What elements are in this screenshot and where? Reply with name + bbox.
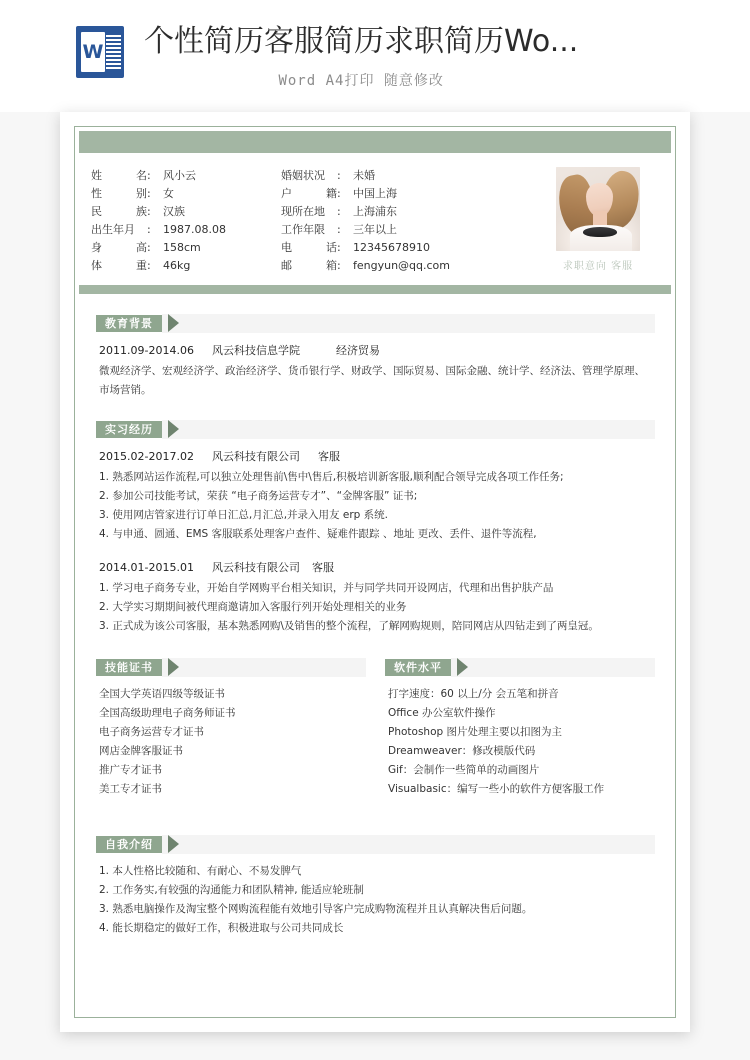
section-tag-arrow-icon xyxy=(168,835,179,853)
internship-date: 2015.02-2017.02 xyxy=(99,450,194,463)
info-colon: : xyxy=(147,169,151,182)
info-value: 上海浦东 xyxy=(353,205,397,218)
info-colon: : xyxy=(147,259,151,272)
info-value: 46kg xyxy=(163,259,191,272)
section-self-intro xyxy=(75,835,675,938)
certificate-item: 全国高级助理电子商务师证书 xyxy=(99,707,236,719)
info-value: 12345678910 xyxy=(353,241,430,254)
section-tag-label: 技能证书 xyxy=(105,661,153,674)
info-row xyxy=(281,167,491,185)
section-header-certificates xyxy=(95,658,366,677)
info-row xyxy=(281,203,491,221)
internship-item: 3. 正式成为该公司客服，基本熟悉网购\及销售的整个流程，了解网购规则，陪同网店从四钻走到了两皇冠。 xyxy=(99,620,599,632)
internship-role: 客服 xyxy=(311,561,334,574)
info-value: 汉族 xyxy=(163,205,185,218)
certificate-item: 推广专才证书 xyxy=(99,764,162,776)
info-label: 民族 xyxy=(91,205,147,218)
section-body-certificates xyxy=(95,677,366,799)
info-value: 女 xyxy=(163,187,174,200)
resume-page-wrap xyxy=(0,112,750,1032)
education-date: 2011.09-2014.06 xyxy=(99,344,194,357)
info-row xyxy=(91,221,281,239)
info-column-right xyxy=(281,167,491,275)
info-value: 未婚 xyxy=(353,169,375,182)
internship-item: 2. 参加公司技能考试，荣获 “电子商务运营专才”、“金牌客服” 证书; xyxy=(99,490,418,502)
section-header-software xyxy=(384,658,655,677)
info-label: 体重 xyxy=(91,259,147,272)
info-colon: : xyxy=(147,205,151,218)
word-icon-lines xyxy=(106,35,121,70)
photo-box xyxy=(543,167,653,275)
internship-item: 1. 熟悉网站运作流程,可以独立处理售前\售中\售后,积极培训新客服,顺利配合领导完成各项工作任务; xyxy=(99,471,564,483)
education-major: 经济贸易 xyxy=(335,344,380,357)
avatar xyxy=(556,167,640,251)
section-body-software xyxy=(384,677,655,799)
section-tag xyxy=(384,658,451,677)
section-certificates xyxy=(95,658,366,799)
info-row xyxy=(91,239,281,257)
certificate-item: 美工专才证书 xyxy=(99,783,162,795)
info-row xyxy=(281,185,491,203)
software-item: Visualbasic：编写一些小的软件方便客服工作 xyxy=(388,783,605,795)
header-inner xyxy=(0,22,578,90)
personal-info-block xyxy=(75,131,675,294)
info-value: 风小云 xyxy=(163,169,196,182)
info-body xyxy=(75,153,675,279)
info-value: 158cm xyxy=(163,241,201,254)
self-intro-item: 4. 能长期稳定的做好工作，积极进取与公司共同成长 xyxy=(99,922,344,934)
certificate-item: 全国大学英语四级等级证书 xyxy=(99,688,225,700)
info-value: fengyun@qq.com xyxy=(353,259,451,272)
internship-date: 2014.01-2015.01 xyxy=(99,561,194,574)
job-objective-caption: 求职意向 客服 xyxy=(562,261,634,272)
info-label: 婚姻状况 xyxy=(281,169,325,182)
info-row xyxy=(281,239,491,257)
avatar-collar xyxy=(583,227,617,237)
software-item: Office 办公室软件操作 xyxy=(388,707,496,719)
info-row xyxy=(281,221,491,239)
section-tag-arrow-icon xyxy=(168,658,179,676)
info-label: 现所在地 xyxy=(281,205,325,218)
section-software xyxy=(384,658,655,799)
internship-item: 2. 大学实习期期间被代理商邀请加入客服行列开始处理相关的业务 xyxy=(99,601,407,613)
info-label: 户籍 xyxy=(281,187,337,200)
info-label: 身高 xyxy=(91,241,147,254)
info-colon: : xyxy=(337,187,341,200)
education-entry-title xyxy=(99,341,655,360)
section-header-internship xyxy=(95,420,655,439)
skills-software-row xyxy=(75,658,675,799)
info-label: 邮箱 xyxy=(281,259,337,272)
software-item: Photoshop 图片处理主要以扣图为主 xyxy=(388,726,563,738)
self-intro-item: 3. 熟悉电脑操作及淘宝整个网购流程能有效地引导客户完成购物流程并且认真解决售后问题。 xyxy=(99,903,533,915)
section-tag xyxy=(95,658,162,677)
internship-item: 1. 学习电子商务专业，开始自学网购平台相关知识，并与同学共同开设网店，代理和出售护肤产品 xyxy=(99,582,554,594)
page-title: 个性简历客服简历求职简历Wo... xyxy=(144,24,579,59)
section-tag xyxy=(95,420,162,439)
info-colon: : xyxy=(147,187,151,200)
page-subtitle: Word A4打印 随意修改 xyxy=(278,73,444,89)
section-header-education xyxy=(95,314,655,333)
self-intro-item: 1. 本人性格比较随和、有耐心、不易发脾气 xyxy=(99,865,302,877)
word-file-icon xyxy=(76,26,124,78)
section-tag xyxy=(95,314,162,333)
info-top-bar xyxy=(79,131,671,153)
internship-role: 客服 xyxy=(317,450,340,463)
internship-company: 风云科技有限公司 xyxy=(211,450,300,463)
info-columns xyxy=(75,167,543,275)
section-tag xyxy=(95,835,162,854)
internship-entry xyxy=(99,447,655,544)
section-tag-arrow-icon xyxy=(457,658,468,676)
section-tag-arrow-icon xyxy=(168,420,179,438)
info-bottom-bar xyxy=(79,285,671,294)
internship-entry-title xyxy=(99,447,655,466)
info-colon: : xyxy=(337,223,341,236)
section-body-education xyxy=(95,333,655,400)
info-column-left xyxy=(91,167,281,275)
section-tag-label: 实习经历 xyxy=(105,423,153,436)
education-courses: 微观经济学、宏观经济学、政治经济学、货币银行学、财政学、国际贸易、国际金融、统计学、经济法、管理学原理、市场营销。 xyxy=(99,365,645,396)
section-tag-arrow-icon xyxy=(168,314,179,332)
info-value: 1987.08.08 xyxy=(163,223,226,236)
info-value: 三年以上 xyxy=(353,223,397,236)
section-tag-label: 软件水平 xyxy=(394,661,442,674)
certificate-item: 网店金牌客服证书 xyxy=(99,745,183,757)
certificate-item: 电子商务运营专才证书 xyxy=(99,726,204,738)
software-item: Dreamweaver：修改模版代码 xyxy=(388,745,536,757)
header-text xyxy=(144,22,578,90)
info-colon: : xyxy=(147,241,151,254)
internship-entry-title xyxy=(99,558,655,577)
info-row xyxy=(91,203,281,221)
info-colon: : xyxy=(337,241,341,254)
info-row xyxy=(91,257,281,275)
internship-item: 4. 与申通、圆通、EMS 客服联系处理客户查件、疑难件跟踪 、地址 更改、丢件、退件等流程, xyxy=(99,528,537,540)
section-body-self-intro xyxy=(95,854,655,938)
education-school: 风云科技信息学院 xyxy=(211,344,300,357)
info-row xyxy=(91,185,281,203)
self-intro-item: 2. 工作务实,有较强的沟通能力和团队精神, 能适应轮班制 xyxy=(99,884,364,896)
info-label: 性别 xyxy=(91,187,147,200)
section-education xyxy=(75,314,675,400)
info-colon: : xyxy=(147,223,151,236)
section-internship xyxy=(75,420,675,636)
section-header-self-intro xyxy=(95,835,655,854)
info-label: 电话 xyxy=(281,241,337,254)
internship-company: 风云科技有限公司 xyxy=(211,561,300,574)
section-tag-label: 自我介绍 xyxy=(105,838,153,851)
resume-page xyxy=(60,112,690,1032)
resume-border xyxy=(74,126,676,1018)
internship-entry xyxy=(99,558,655,636)
info-row xyxy=(281,257,491,275)
software-item: 打字速度：60 以上/分 会五笔和拼音 xyxy=(388,688,559,700)
page-header xyxy=(0,0,750,112)
internship-item: 3. 使用网店管家进行订单日汇总,月汇总,并录入用友 erp 系统. xyxy=(99,509,388,521)
info-colon: : xyxy=(337,169,341,182)
info-label: 出生年月 xyxy=(91,223,135,236)
info-row xyxy=(91,167,281,185)
info-label: 姓名 xyxy=(91,169,147,182)
info-colon: : xyxy=(337,259,341,272)
info-label: 工作年限 xyxy=(281,223,325,236)
word-icon-letter: W xyxy=(82,41,104,63)
info-colon: : xyxy=(337,205,341,218)
software-item: Gif：会制作一些简单的动画图片 xyxy=(388,764,540,776)
section-body-internship xyxy=(95,439,655,636)
info-value: 中国上海 xyxy=(353,187,397,200)
section-tag-label: 教育背景 xyxy=(105,317,153,330)
